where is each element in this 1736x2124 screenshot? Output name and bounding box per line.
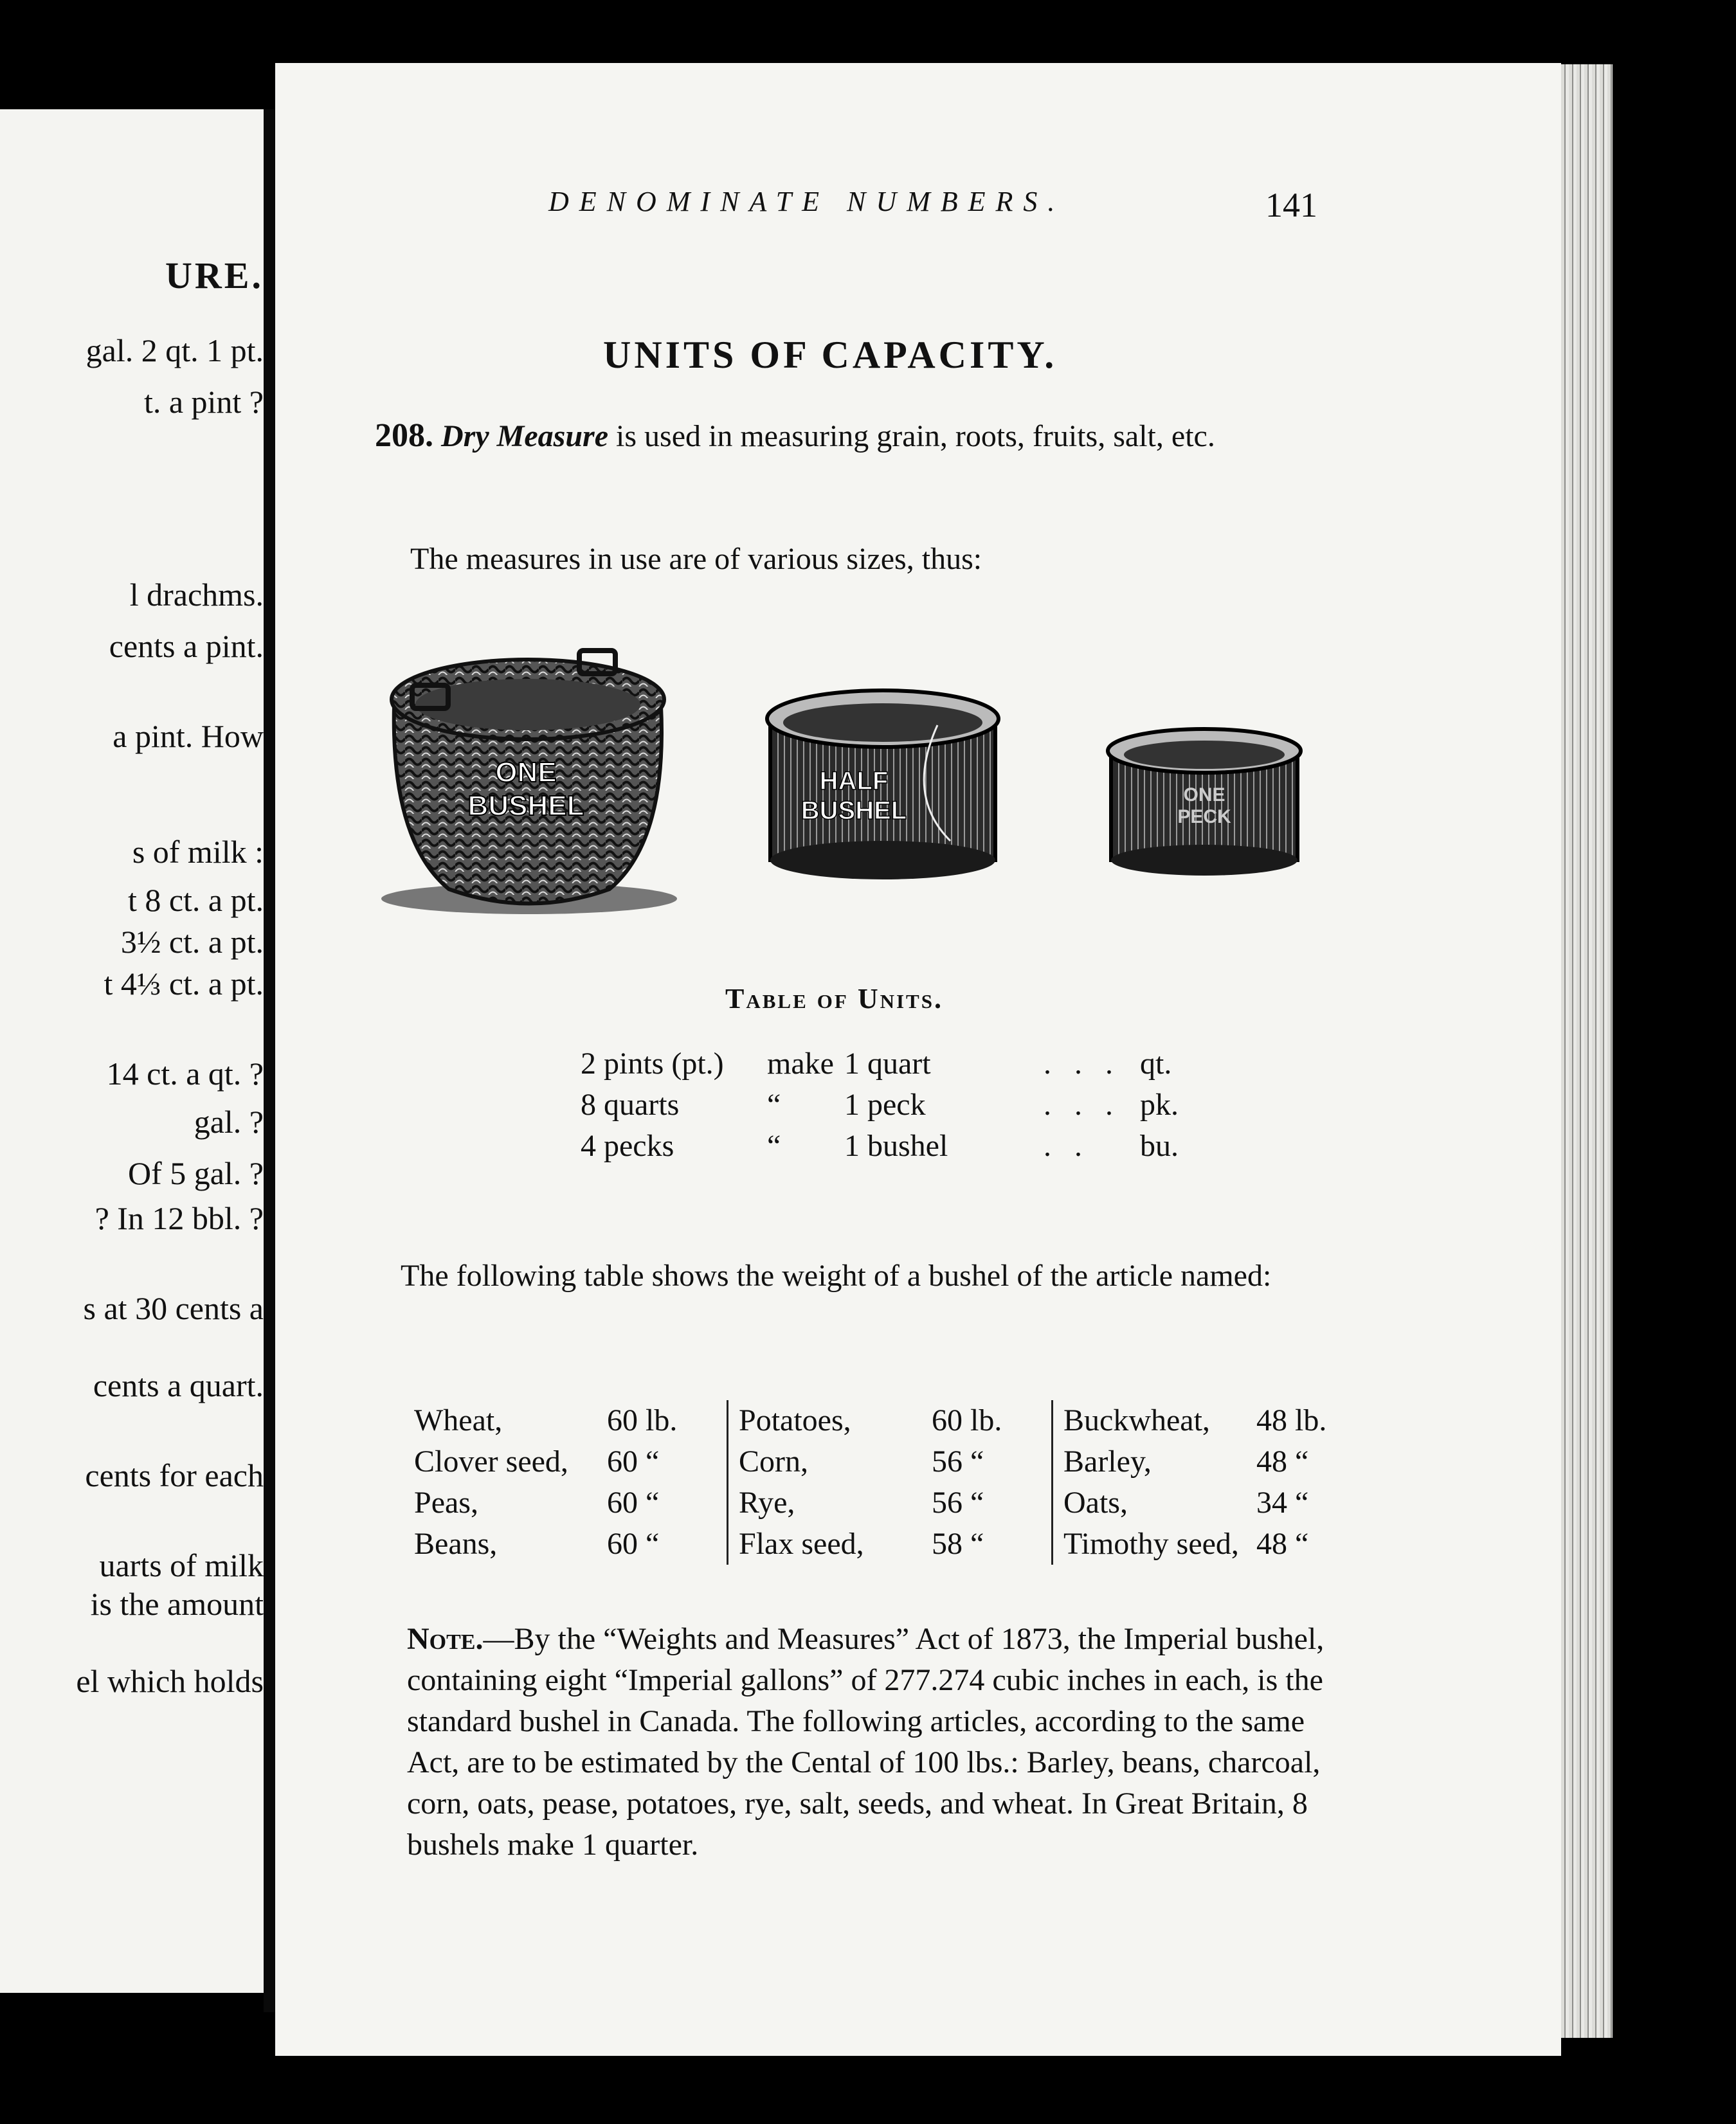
peck-label-2: PECK [1177,806,1231,827]
article-weight: 60 “ [607,1486,660,1520]
units-row [581,1084,1179,1126]
peck-label-1: ONE [1183,784,1225,806]
basket-label-1: ONE [495,757,557,788]
article-name: Beans, [414,1527,498,1561]
article-weight: 56 “ [932,1444,984,1479]
bushel-basket-icon [381,651,677,914]
left-page-fragment: gal. ? [194,1104,264,1140]
units-cell-abbr: qt. [1140,1047,1172,1081]
left-page-fragment: 3½ ct. a pt. [120,924,264,960]
units-cell-dots: . . . [1044,1047,1121,1081]
weights-column [727,1400,1051,1565]
weights-row [414,1441,716,1482]
table-title: Table of Units. [725,983,943,1014]
article-name: Rye, [739,1486,795,1520]
left-page-fragment: ? In 12 bbl. ? [95,1200,264,1236]
units-cell-rel: make [767,1047,834,1081]
page-number: 141 [1265,186,1317,224]
paragraph-text: is used in measuring grain, roots, fruits, salt, etc. [608,419,1215,453]
left-page-fragment: cents a pint. [109,628,264,664]
article-name: Potatoes, [739,1403,851,1437]
page-edges [1561,64,1613,2038]
article-name: Flax seed, [739,1527,864,1561]
article-name: Timothy seed, [1063,1527,1239,1561]
weights-table [404,1400,1376,1565]
left-page-fragment: cents for each [85,1457,264,1493]
measures-illustration [372,629,1317,924]
left-page-fragment: t 4⅓ ct. a pt. [104,966,264,1002]
right-page [275,63,1561,2056]
units-cell-to: 1 peck [844,1088,926,1122]
weights-row [414,1482,716,1524]
units-table [581,1043,1179,1167]
running-title: DENOMINATE NUMBERS. [548,186,1065,217]
weights-row [1063,1524,1366,1565]
paragraph-number: 208. [375,417,433,454]
units-cell-abbr: pk. [1140,1088,1179,1122]
units-cell-rel: “ [767,1088,781,1122]
article-name: Corn, [739,1444,808,1479]
defined-term: Dry Measure [441,419,608,453]
peck-measure-icon [1108,729,1301,876]
left-page-fragment: s of milk : [132,834,264,870]
left-page-fragment: t 8 ct. a pt. [127,882,264,918]
book-spine [264,109,275,2012]
left-page-fragment: URE. [165,255,264,296]
note-lead: Note. [407,1622,484,1656]
left-page-fragment: is the amount [90,1586,264,1622]
units-row [581,1126,1179,1167]
article-weight: 56 “ [932,1486,984,1520]
left-page-fragment: 14 ct. a qt. ? [106,1056,264,1092]
weights-row [1063,1400,1366,1441]
units-cell-rel: “ [767,1129,781,1163]
left-facing-page [0,109,264,1993]
note-paragraph [407,1619,1333,1866]
weights-row [1063,1482,1366,1524]
weights-intro: The following table shows the weight of a bushel of the article named: [401,1259,1272,1293]
units-cell-to: 1 bushel [844,1129,948,1163]
left-page-fragment: cents a quart. [93,1367,264,1403]
units-cell-to: 1 quart [844,1047,931,1081]
article-weight: 60 “ [607,1527,660,1561]
article-weight: 60 lb. [607,1403,678,1437]
units-cell-from: 2 pints (pt.) [581,1047,724,1081]
weights-row [739,1441,1041,1482]
half-label-1: HALF [819,767,889,795]
left-page-fragment: el which holds [76,1663,264,1699]
left-page-fragment: t. a pint ? [143,384,264,420]
units-cell-abbr: bu. [1140,1129,1179,1163]
units-cell-dots: . . . [1044,1088,1121,1122]
measures-intro: The measures in use are of various sizes, thus: [410,542,982,576]
weights-column [404,1400,727,1565]
article-name: Clover seed, [414,1444,568,1479]
left-page-fragment: Of 5 gal. ? [127,1155,264,1191]
article-name: Buckwheat, [1063,1403,1210,1437]
units-cell-from: 8 quarts [581,1088,680,1122]
article-weight: 48 “ [1256,1444,1309,1479]
article-name: Peas, [414,1486,478,1520]
article-name: Wheat, [414,1403,503,1437]
weights-row [414,1524,716,1565]
basket-label-2: BUSHEL [467,790,584,822]
paragraph-208 [375,410,1320,462]
article-weight: 58 “ [932,1527,984,1561]
half-label-2: BUSHEL [800,797,907,825]
article-weight: 48 lb. [1256,1403,1327,1437]
left-page-fragment: l drachms. [129,577,264,613]
article-weight: 60 lb. [932,1403,1002,1437]
weights-row [1063,1441,1366,1482]
article-name: Barley, [1063,1444,1152,1479]
half-bushel-measure-icon [767,690,999,879]
weights-row [739,1400,1041,1441]
article-weight: 48 “ [1256,1527,1309,1561]
left-page-fragment: s at 30 cents a [83,1290,264,1326]
weights-row [414,1400,716,1441]
units-cell-dots: . . [1044,1129,1090,1163]
left-page-fragment: gal. 2 qt. 1 pt. [86,332,264,368]
article-name: Oats, [1063,1486,1128,1520]
left-page-fragment: a pint. How [113,718,264,754]
left-page-fragment: uarts of milk [99,1547,264,1583]
weights-row [739,1524,1041,1565]
article-weight: 34 “ [1256,1486,1309,1520]
note-text: —By the “Weights and Measures” Act of 1873, the Imperial bushel, containing eight “Imperial gallons” of 277.274 cubic inches in each, is the standard bushel in Canada. The following articles, according to the same Act, are to be estimated by the Cental of 100 lbs.: Barley, beans, charcoal, corn, oats, pease, potatoes, rye, salt, seeds, and wheat. In Great Britain, 8 bushels make 1 quarter. [407,1622,1325,1862]
weights-row [739,1482,1041,1524]
section-title: UNITS OF CAPACITY. [603,334,1058,376]
weights-column [1051,1400,1376,1565]
units-cell-from: 4 pecks [581,1129,674,1163]
article-weight: 60 “ [607,1444,660,1479]
units-row [581,1043,1179,1084]
